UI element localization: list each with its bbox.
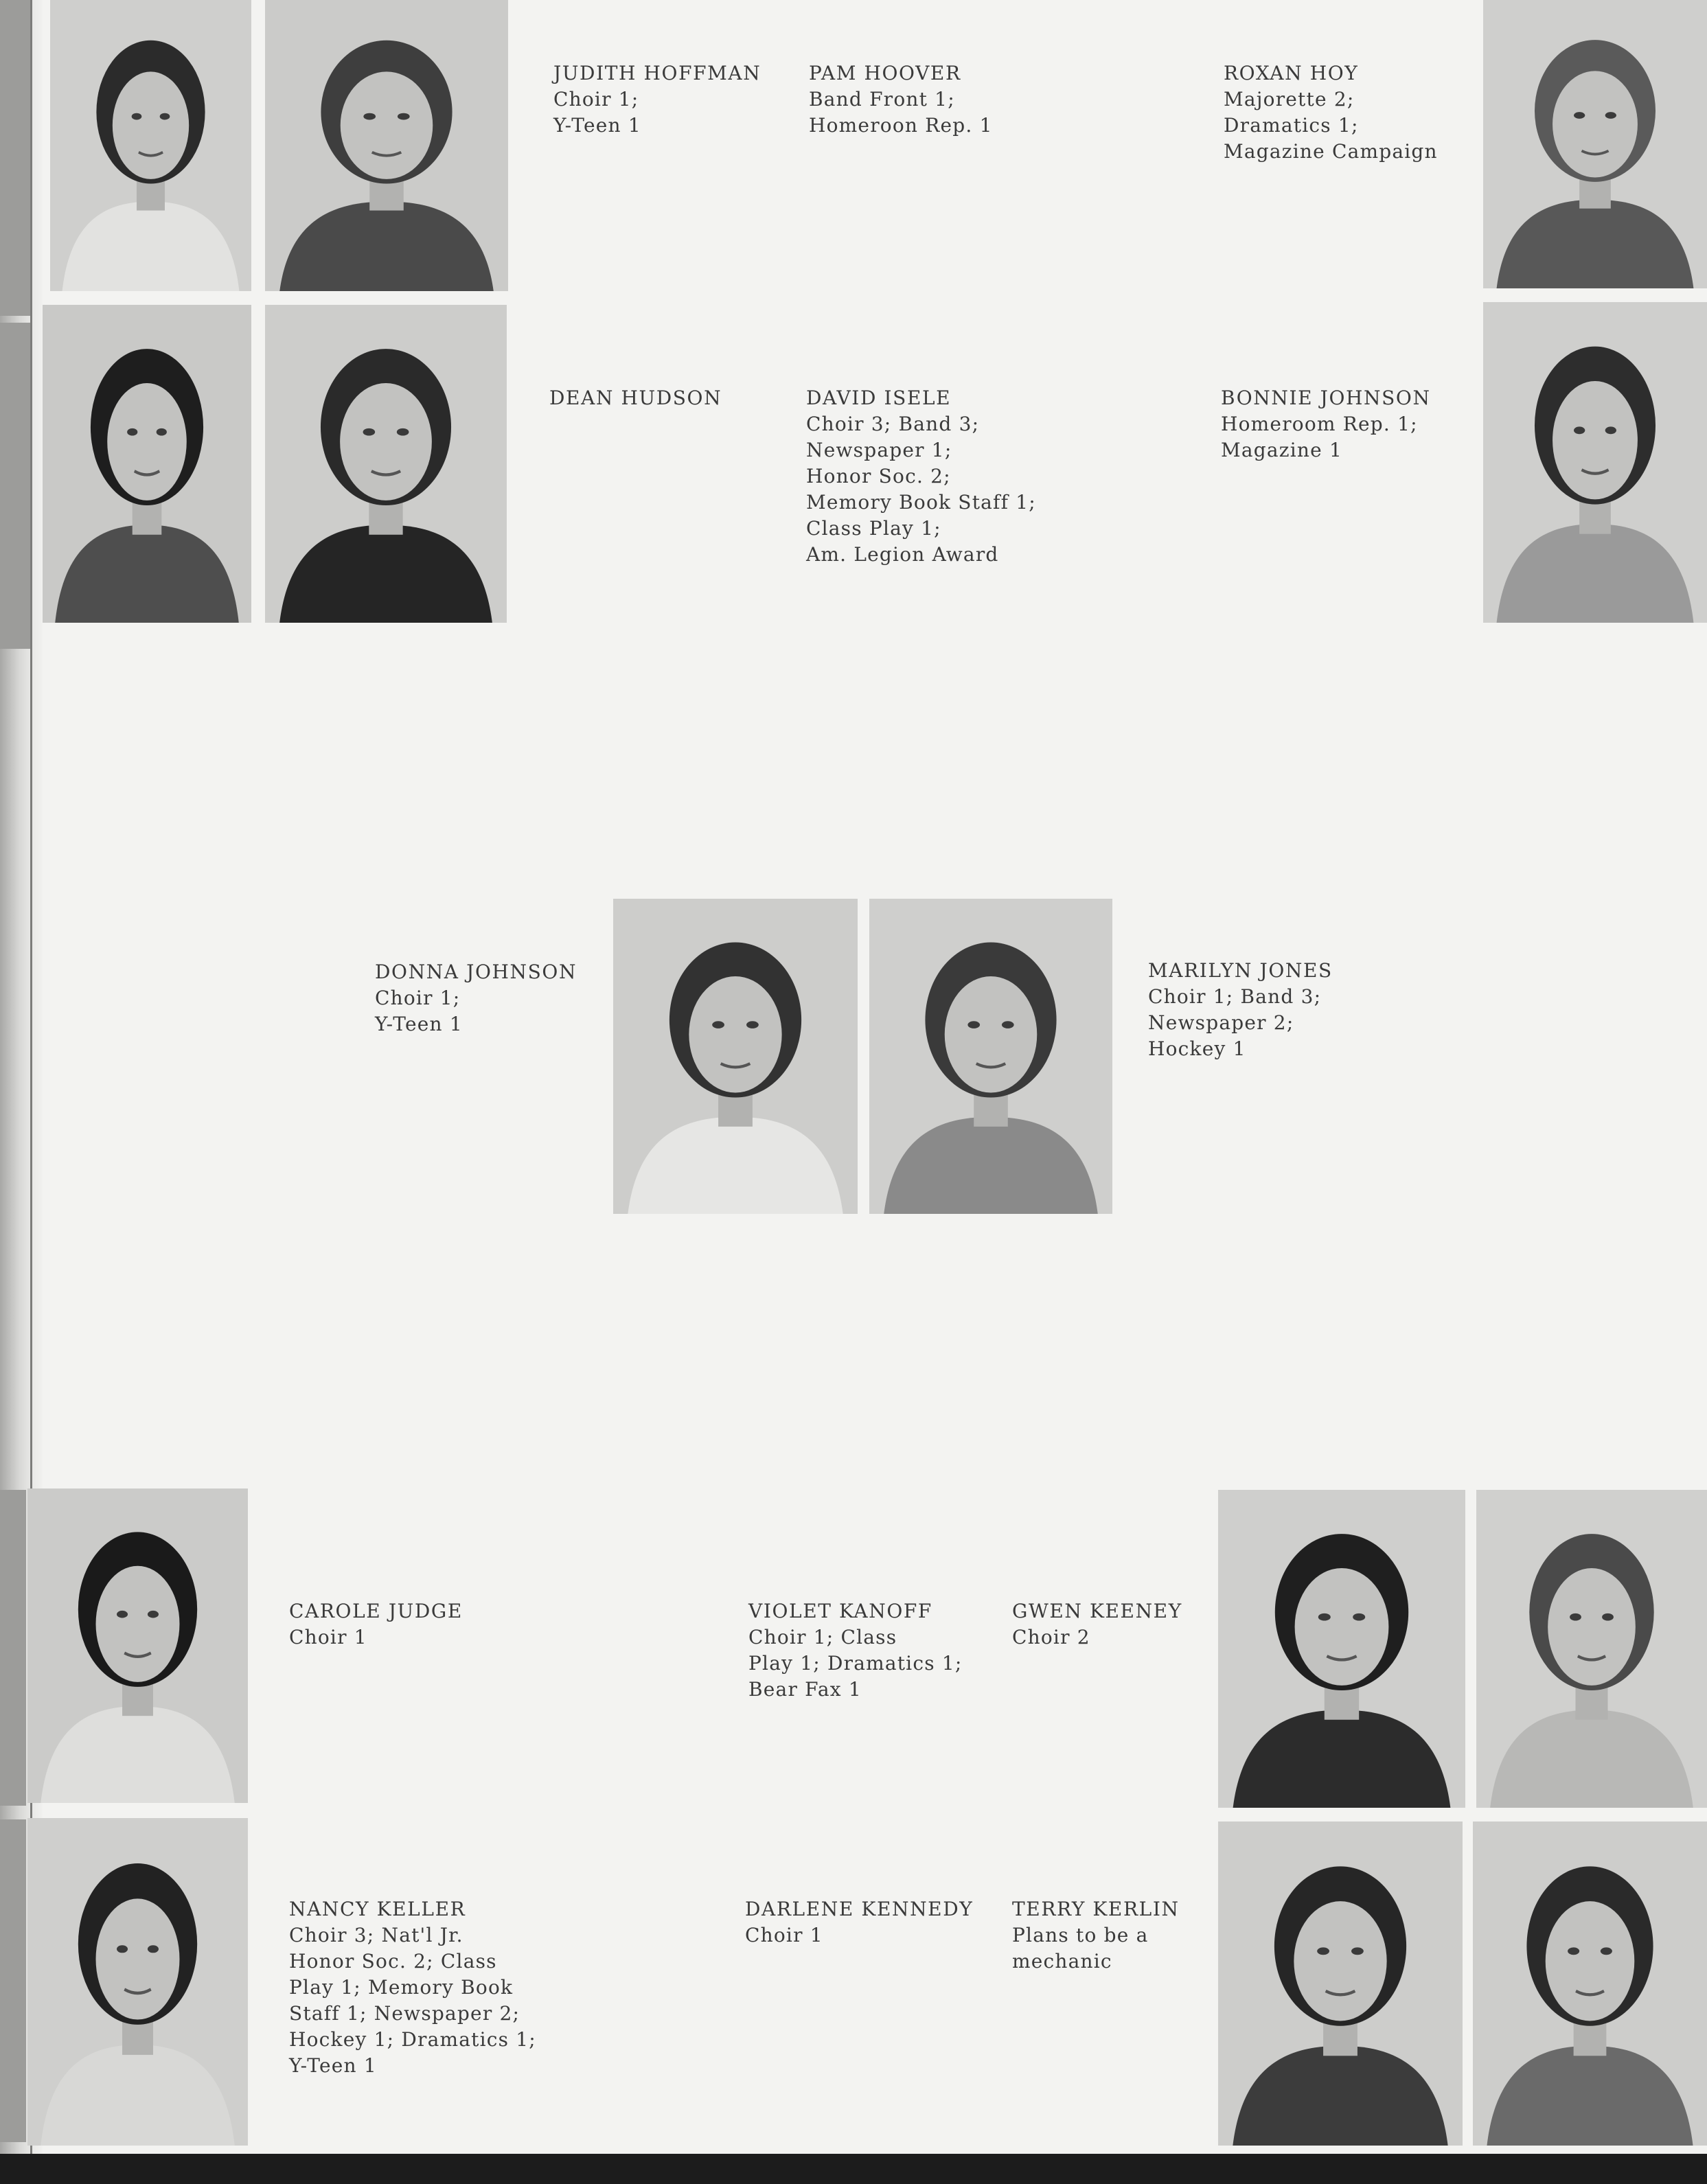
portrait-illustration: [1473, 1821, 1707, 2146]
student-entry: [1148, 958, 1333, 1062]
student-name: DONNA JOHNSON: [375, 961, 577, 983]
portrait-photo: [1218, 1490, 1465, 1808]
face: [107, 383, 187, 501]
eye: [1568, 1947, 1579, 1955]
student-name: MARILYN JONES: [1148, 959, 1333, 982]
eye: [117, 1611, 128, 1618]
activity-line: Choir 1; Band 3;: [1148, 985, 1322, 1008]
eye: [1605, 112, 1616, 119]
portrait-illustration: [265, 0, 508, 291]
portrait-illustration: [613, 899, 858, 1214]
student-entry: [1012, 1598, 1182, 1651]
portrait-illustration: [50, 0, 251, 291]
eye: [1353, 1613, 1365, 1621]
activity-line: Y-Teen 1: [375, 1013, 463, 1035]
portrait-photo: [1483, 302, 1707, 623]
eye: [1317, 1947, 1329, 1955]
face: [1546, 1901, 1635, 2021]
activity-line: Y-Teen 1: [289, 2054, 377, 2077]
face: [96, 1566, 180, 1682]
eye: [1570, 1613, 1581, 1621]
activity-line: mechanic: [1012, 1950, 1112, 1973]
activity-line: Choir 3; Nat'l Jr.: [289, 1924, 463, 1946]
eye: [1002, 1021, 1014, 1028]
activity-line: Homeroom Rep. 1;: [1221, 413, 1418, 435]
eye: [160, 113, 170, 120]
student-entry: [549, 385, 722, 411]
face: [689, 976, 781, 1092]
activity-line: Staff 1; Newspaper 2;: [289, 2002, 520, 2025]
scan-bottom-edge: [0, 2154, 1707, 2184]
activity-line: Honor Soc. 2; Class: [289, 1950, 497, 1973]
student-entry: [745, 1896, 973, 1949]
eye: [1574, 426, 1585, 434]
face: [113, 71, 189, 179]
activity-line: Choir 1: [745, 1924, 823, 1946]
facing-page-photo: [0, 0, 30, 316]
portrait-photo: [27, 1818, 248, 2146]
activity-line: Newspaper 2;: [1148, 1011, 1294, 1034]
eye: [1602, 1613, 1614, 1621]
eye: [967, 1021, 980, 1028]
student-name: NANCY KELLER: [289, 1898, 466, 1920]
student-name: DEAN HUDSON: [549, 387, 722, 409]
portrait-illustration: [27, 1488, 248, 1803]
activity-line: Play 1; Memory Book: [289, 1976, 514, 1999]
portrait-photo: [265, 0, 508, 291]
activity-line: Band Front 1;: [809, 88, 955, 111]
student-name: GWEN KEENEY: [1012, 1600, 1182, 1622]
activity-line: Hockey 1: [1148, 1037, 1246, 1060]
student-entry: [289, 1598, 463, 1651]
eye: [746, 1021, 759, 1028]
activity-line: Magazine 1: [1221, 439, 1343, 461]
portrait-illustration: [1218, 1821, 1463, 2146]
student-entry: [1224, 60, 1438, 165]
eye: [363, 113, 376, 120]
face: [1553, 381, 1638, 499]
student-entry: [553, 60, 761, 139]
student-name: ROXAN HOY: [1224, 62, 1359, 84]
eye: [1318, 1613, 1331, 1621]
eye: [148, 1611, 159, 1618]
face: [341, 71, 433, 179]
face: [945, 976, 1038, 1092]
portrait-photo: [27, 1488, 248, 1803]
portrait-photo: [1473, 1821, 1707, 2146]
activity-line: Hockey 1; Dramatics 1;: [289, 2028, 536, 2051]
eye: [117, 1945, 128, 1953]
activity-line: Newspaper 1;: [806, 439, 952, 461]
eye: [1351, 1947, 1364, 1955]
portrait-photo: [613, 899, 858, 1214]
student-entry: [375, 959, 577, 1037]
activity-line: Play 1; Dramatics 1;: [748, 1652, 963, 1675]
activity-line: Bear Fax 1: [748, 1678, 862, 1701]
student-name: BONNIE JOHNSON: [1221, 387, 1431, 409]
activity-line: Majorette 2;: [1224, 88, 1355, 111]
student-entry: [1012, 1896, 1180, 1975]
activity-line: Choir 1;: [553, 88, 639, 111]
face: [1553, 71, 1638, 177]
portrait-illustration: [1483, 0, 1707, 288]
student-name: CAROLE JUDGE: [289, 1600, 463, 1622]
student-name: VIOLET KANOFF: [748, 1600, 932, 1622]
portrait-photo: [869, 899, 1112, 1214]
eye: [712, 1021, 724, 1028]
portrait-photo: [1218, 1821, 1463, 2146]
student-entry: [289, 1896, 536, 2079]
activity-line: Dramatics 1;: [1224, 114, 1359, 137]
portrait-photo: [43, 305, 251, 623]
portrait-photo: [265, 305, 507, 623]
activity-line: Choir 3; Band 3;: [806, 413, 980, 435]
eye: [363, 428, 376, 436]
student-entry: [748, 1598, 963, 1703]
portrait-illustration: [27, 1818, 248, 2146]
facing-page-photo: [0, 1819, 26, 2142]
student-name: TERRY KERLIN: [1012, 1898, 1180, 1920]
face: [1295, 1568, 1389, 1686]
activity-line: Choir 1;: [375, 987, 461, 1009]
portrait-illustration: [1483, 302, 1707, 623]
activity-line: Plans to be a: [1012, 1924, 1149, 1946]
activity-line: Homeroon Rep. 1: [809, 114, 993, 137]
portrait-photo: [50, 0, 251, 291]
student-entry: [809, 60, 993, 139]
portrait-illustration: [869, 899, 1112, 1214]
portrait-photo: [1483, 0, 1707, 288]
activity-line: Am. Legion Award: [806, 543, 999, 566]
activity-line: Choir 1: [289, 1626, 367, 1648]
student-entry: [1221, 385, 1431, 463]
student-entry: [806, 385, 1036, 568]
eye: [157, 428, 167, 436]
student-name: DAVID ISELE: [806, 387, 952, 409]
portrait-illustration: [1218, 1490, 1465, 1808]
face: [1294, 1901, 1386, 2021]
facing-page-photo: [0, 1490, 26, 1806]
activity-line: Y-Teen 1: [553, 114, 641, 137]
eye: [398, 113, 410, 120]
eye: [1601, 1947, 1612, 1955]
student-name: DARLENE KENNEDY: [745, 1898, 974, 1920]
face: [1548, 1568, 1636, 1686]
eye: [148, 1945, 159, 1953]
eye: [1574, 112, 1585, 119]
eye: [1605, 426, 1616, 434]
eye: [127, 428, 137, 436]
student-name: JUDITH HOFFMAN: [553, 62, 761, 84]
face: [96, 1898, 180, 2019]
activity-line: Memory Book Staff 1;: [806, 491, 1036, 514]
eye: [397, 428, 409, 436]
student-name: PAM HOOVER: [809, 62, 961, 84]
portrait-illustration: [43, 305, 251, 623]
portrait-illustration: [265, 305, 507, 623]
face: [340, 383, 432, 501]
eye: [132, 113, 142, 120]
facing-page-photo: [0, 323, 30, 649]
activity-line: Choir 2: [1012, 1626, 1090, 1648]
activity-line: Magazine Campaign: [1224, 140, 1438, 163]
portrait-photo: [1476, 1490, 1707, 1808]
activity-line: Class Play 1;: [806, 517, 941, 540]
portrait-illustration: [1476, 1490, 1707, 1808]
activity-line: Choir 1; Class: [748, 1626, 897, 1648]
activity-line: Honor Soc. 2;: [806, 465, 951, 487]
